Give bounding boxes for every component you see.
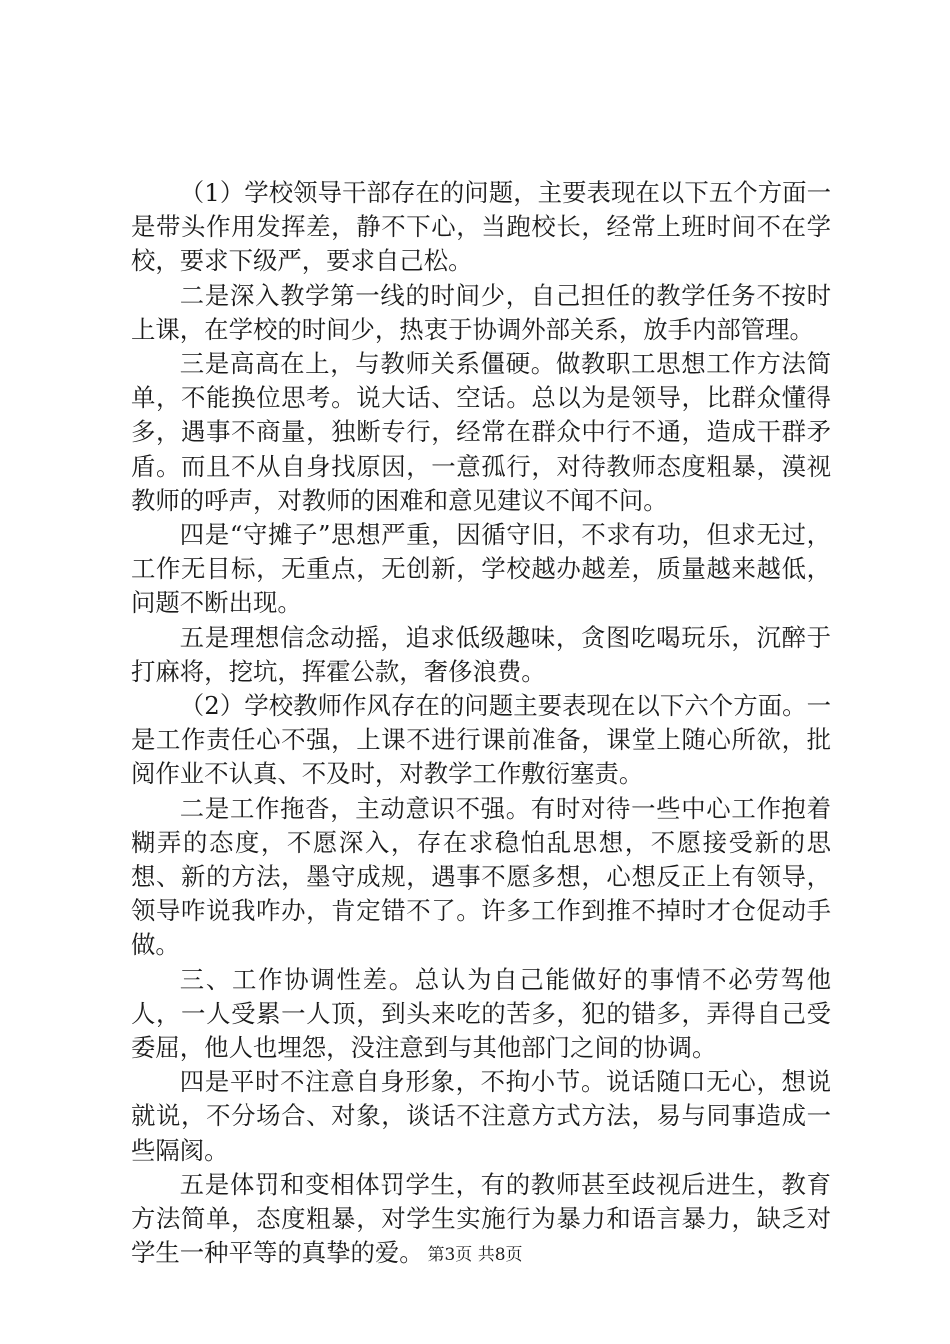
paragraph: 三是高高在上，与教师关系僵硬。做教职工思想工作方法简单，不能换位思考。说大话、空话。总以为是领导，比群众懂得多，遇事不商量，独断专行，经常在群众中行不通，造成干群矛盾。而且不从自身找原因，一意孤行，对待教师态度粗暴，漠视教师的呼声，对教师的困难和意见建议不闻不问。 [131,349,831,515]
paragraph: 五是理想信念动摇，追求低级趣味，贪图吃喝玩乐，沉醉于打麻将，挖坑，挥霍公款，奢侈浪费。 [131,622,831,686]
paragraph: 三、工作协调性差。总认为自己能做好的事情不必劳驾他人，一人受累一人顶，到头来吃的苦多，犯的错多，弄得自己受委屈，他人也埋怨，没注意到与其他部门之间的协调。 [131,964,831,1063]
paragraph: （2）学校教师作风存在的问题主要表现在以下六个方面。一是工作责任心不强，上课不进行课前准备，课堂上随心所欲，批阅作业不认真、不及时，对教学工作敷衍塞责。 [131,691,831,789]
page-number-footer: 第3页 共8页 [427,1245,523,1265]
paragraph: 二是深入教学第一线的时间少，自己担任的教学任务不按时上课，在学校的时间少，热衷于协调外部关系，放手内部管理。 [131,280,831,344]
paragraph: 四是“守摊子”思想严重，因循守旧，不求有功，但求无过，工作无目标，无重点，无创新，学校越办越差，质量越来越低，问题不断出现。 [131,520,831,618]
paragraph: 五是体罚和变相体罚学生，有的教师甚至歧视后进生，教育方法简单，态度粗暴，对学生实施行为暴力和语言暴力，缺乏对学生一种平等的真挚的爱。 [131,1169,831,1268]
paragraph: （1）学校领导干部存在的问题，主要表现在以下五个方面一是带头作用发挥差，静不下心，当跑校长，经常上班时间不在学校，要求下级严，要求自己松。 [131,178,831,276]
paragraph: 四是平时不注意自身形象，不拘小节。说话随口无心，想说就说，不分场合、对象，谈话不注意方式方法，易与同事造成一些隔阂。 [131,1067,831,1165]
paragraph: 二是工作拖沓，主动意识不强。有时对待一些中心工作抱着糊弄的态度，不愿深入，存在求稳怕乱思想，不愿接受新的思想、新的方法，墨守成规，遇事不愿多想，心想反正上有领导，领导咋说我咋办，肯定错不了。许多工作到推不掉时才仓促动手做。 [131,793,831,960]
document-body [131,176,831,1271]
